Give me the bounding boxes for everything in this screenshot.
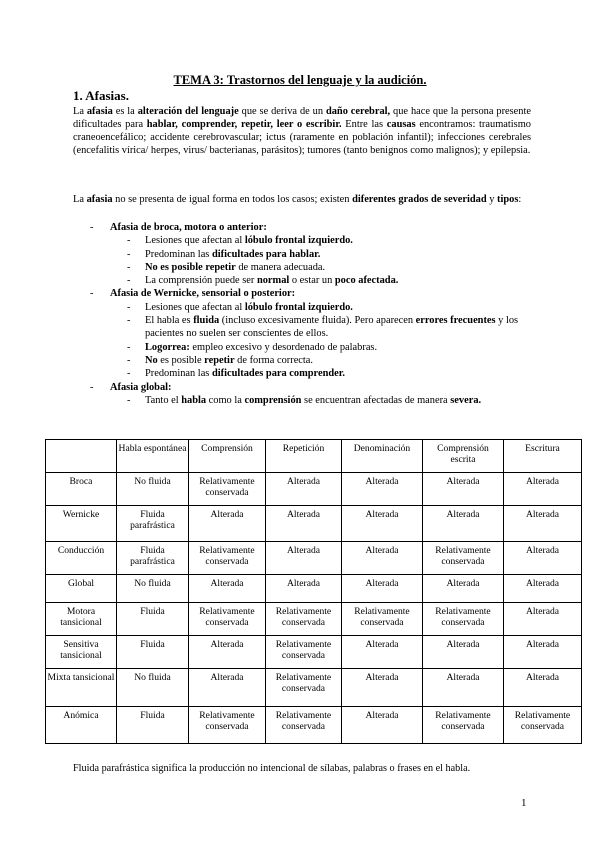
table-cell: Alterada bbox=[266, 473, 342, 506]
table-cell: Alterada bbox=[189, 669, 266, 707]
table-cell: Relativamente conservada bbox=[189, 542, 266, 575]
table-cell: Relativamente conservada bbox=[266, 636, 342, 669]
table-cell: Alterada bbox=[189, 506, 266, 542]
text-run: La bbox=[73, 194, 87, 205]
list-dash: - bbox=[127, 261, 131, 273]
text-run: o estar un bbox=[289, 275, 335, 287]
text-run: habla bbox=[181, 394, 207, 406]
table-row bbox=[46, 575, 582, 603]
text-run: de forma correcta. bbox=[234, 354, 314, 366]
table-cell: Fluida bbox=[117, 707, 189, 744]
list-dash: - bbox=[127, 368, 131, 380]
table-header-row bbox=[46, 440, 582, 473]
list-item bbox=[88, 274, 533, 287]
text-run: El habla es bbox=[145, 315, 194, 327]
table-cell: Alterada bbox=[504, 575, 582, 603]
text-run: causas bbox=[386, 119, 416, 130]
text-run: normal bbox=[256, 275, 290, 287]
text-run: afasia bbox=[86, 194, 113, 205]
list-dash: - bbox=[127, 394, 131, 406]
text-run: comprensión bbox=[244, 394, 302, 406]
text-run: errores frecuentes bbox=[415, 315, 496, 327]
table-cell: Alterada bbox=[423, 473, 504, 506]
list-dash: - bbox=[127, 248, 131, 260]
text-run: se encuentran afectadas de manera bbox=[301, 394, 451, 406]
text-run: No es posible repetir bbox=[145, 261, 236, 273]
table-cell: Alterada bbox=[342, 542, 423, 575]
table-header-cell: Escritura bbox=[504, 440, 582, 473]
table-cell: Alterada bbox=[423, 669, 504, 707]
table-cell: No fluida bbox=[117, 575, 189, 603]
list-dash: - bbox=[90, 222, 94, 233]
aphasia-types-list bbox=[88, 221, 533, 407]
list-dash: - bbox=[127, 275, 131, 287]
list-item bbox=[88, 261, 533, 274]
text-run: que hace que la persona presente dificultades para bbox=[73, 106, 531, 130]
text-run: daño cerebral, bbox=[325, 106, 391, 117]
intro-paragraph bbox=[73, 105, 531, 157]
list-dash: - bbox=[127, 341, 131, 353]
text-run: Logorrea: bbox=[145, 341, 190, 353]
list-dash: - bbox=[127, 301, 131, 313]
table-cell: No fluida bbox=[117, 669, 189, 707]
text-run: La bbox=[73, 106, 87, 117]
text-run: no se presenta de igual forma en todos los casos; existen bbox=[112, 194, 353, 205]
table-cell: Alterada bbox=[504, 542, 582, 575]
table-row-label: Global bbox=[46, 575, 117, 603]
text-run: y los pacientes no suelen ser conscientes de ellos. bbox=[145, 315, 519, 340]
table-cell: Relativamente conservada bbox=[423, 542, 504, 575]
text-run: que se deriva de un bbox=[238, 106, 326, 117]
table-cell: Alterada bbox=[342, 506, 423, 542]
list-item bbox=[88, 234, 533, 247]
table-cell: Relativamente conservada bbox=[266, 669, 342, 707]
table-row-label: Motora tansicional bbox=[46, 603, 117, 636]
aphasia-type-heading bbox=[88, 287, 533, 300]
aphasia-type-heading bbox=[88, 221, 533, 234]
text-run: No bbox=[145, 354, 158, 366]
text-run: de manera adecuada. bbox=[235, 261, 326, 273]
table-cell: Relativamente conservada bbox=[189, 707, 266, 744]
table-cell: Fluida bbox=[117, 603, 189, 636]
table-header-cell bbox=[46, 440, 117, 473]
list-item bbox=[88, 301, 533, 314]
text-run: severa. bbox=[450, 394, 482, 406]
table-cell: Relativamente conservada bbox=[342, 603, 423, 636]
text-run: fluida bbox=[193, 315, 220, 327]
text-run: es posible bbox=[157, 354, 205, 366]
table-row-label: Wernicke bbox=[46, 506, 117, 542]
text-run: Tanto el bbox=[145, 394, 182, 406]
list-item bbox=[88, 341, 533, 354]
list-item bbox=[88, 367, 533, 380]
table-cell: Relativamente conservada bbox=[266, 603, 342, 636]
list-dash: - bbox=[90, 381, 94, 393]
text-run: lóbulo frontal izquierdo. bbox=[244, 235, 353, 247]
table-cell: Alterada bbox=[504, 669, 582, 707]
text-run: Entre las bbox=[341, 119, 387, 130]
list-item bbox=[88, 314, 533, 341]
table-cell: Alterada bbox=[423, 575, 504, 603]
table-cell: Alterada bbox=[423, 636, 504, 669]
table-header-cell: Comprensión bbox=[189, 440, 266, 473]
table-cell: Relativamente conservada bbox=[189, 603, 266, 636]
table-cell: Alterada bbox=[504, 603, 582, 636]
table-cell: Relativamente conservada bbox=[423, 603, 504, 636]
list-item bbox=[88, 354, 533, 367]
table-cell: Relativamente conservada bbox=[423, 707, 504, 744]
text-run: : bbox=[518, 194, 522, 205]
list-item bbox=[88, 394, 533, 407]
table-cell: Fluida parafrástica bbox=[117, 506, 189, 542]
table-row-label: Sensitiva tansicional bbox=[46, 636, 117, 669]
table-row-label: Conducción bbox=[46, 542, 117, 575]
table-header-cell: Denominación bbox=[342, 440, 423, 473]
table-cell: No fluida bbox=[117, 473, 189, 506]
table-row bbox=[46, 636, 582, 669]
table-row bbox=[46, 603, 582, 636]
list-dash: - bbox=[127, 354, 131, 366]
table-header-cell: Comprensión escrita bbox=[423, 440, 504, 473]
table-cell: Alterada bbox=[342, 473, 423, 506]
text-run: poco afectada. bbox=[334, 275, 399, 287]
text-run: Lesiones que afectan al bbox=[145, 301, 245, 313]
table-cell: Alterada bbox=[342, 669, 423, 707]
text-run: lóbulo frontal izquierdo. bbox=[244, 301, 353, 313]
text-run: Lesiones que afectan al bbox=[145, 235, 245, 247]
table-row-label: Mixta tansicional bbox=[46, 669, 117, 707]
table-cell: Alterada bbox=[504, 506, 582, 542]
table-cell: Alterada bbox=[423, 506, 504, 542]
aphasia-type-heading bbox=[88, 381, 533, 394]
table-header-cell: Habla espontánea bbox=[117, 440, 189, 473]
text-run: Predominan las bbox=[145, 368, 212, 380]
table-cell: Relativamente conservada bbox=[189, 473, 266, 506]
aphasia-type-label: Afasia de Wernicke, sensorial o posterior: bbox=[110, 288, 296, 300]
list-dash: - bbox=[90, 288, 94, 300]
page-number: 1 bbox=[521, 797, 527, 809]
table-row bbox=[46, 542, 582, 575]
table-cell: Alterada bbox=[266, 506, 342, 542]
text-run: alteración del lenguaje bbox=[137, 106, 239, 117]
text-run: encontramos: traumatismo craneoencefálico; accidente cerebrovascular; ictus (raramente en población infantil); infecciones cerebrales (encefalitis vírica/ herpes, virus/ bacterianas, parásitos); tumores (tanto benignos como malignos); y epilepsia. bbox=[73, 119, 531, 156]
table-cell: Relativamente conservada bbox=[266, 707, 342, 744]
table-cell: Alterada bbox=[189, 575, 266, 603]
table-cell: Alterada bbox=[504, 636, 582, 669]
table-cell: Alterada bbox=[342, 575, 423, 603]
text-run: dificultades para comprender. bbox=[211, 368, 346, 380]
text-run: (incluso excesivamente fluida). Pero aparecen bbox=[219, 315, 416, 327]
aphasia-comparison-table bbox=[45, 439, 582, 744]
table-row-label: Anómica bbox=[46, 707, 117, 744]
types-paragraph bbox=[73, 193, 531, 206]
table-cell: Alterada bbox=[266, 542, 342, 575]
table-cell: Alterada bbox=[189, 636, 266, 669]
section-heading: 1. Afasias. bbox=[73, 88, 129, 103]
list-dash: - bbox=[127, 315, 131, 327]
text-run: tipos bbox=[497, 194, 519, 205]
table-cell: Alterada bbox=[342, 636, 423, 669]
table-cell: Fluida parafrástica bbox=[117, 542, 189, 575]
text-run: empleo excesivo y desordenado de palabras. bbox=[189, 341, 378, 353]
table-cell: Fluida bbox=[117, 636, 189, 669]
list-dash: - bbox=[127, 235, 131, 247]
table-cell: Alterada bbox=[504, 473, 582, 506]
list-item bbox=[88, 248, 533, 261]
text-run: La comprensión puede ser bbox=[145, 275, 257, 287]
table-row bbox=[46, 506, 582, 542]
text-run: dificultades para hablar. bbox=[211, 248, 321, 260]
text-run: y bbox=[486, 194, 498, 205]
text-run: Predominan las bbox=[145, 248, 212, 260]
document-title: TEMA 3: Trastornos del lenguaje y la audición. bbox=[173, 73, 427, 87]
table-row-label: Broca bbox=[46, 473, 117, 506]
text-run: como la bbox=[206, 394, 245, 406]
text-run: repetir bbox=[204, 354, 235, 366]
table-cell: Alterada bbox=[342, 707, 423, 744]
table-row bbox=[46, 473, 582, 506]
table-cell: Relativamente conservada bbox=[504, 707, 582, 744]
text-run: es la bbox=[112, 106, 138, 117]
aphasia-type-label: Afasia de broca, motora o anterior: bbox=[110, 222, 267, 233]
text-run: hablar, comprender, repetir, leer o escribir. bbox=[146, 119, 342, 130]
table-cell: Alterada bbox=[266, 575, 342, 603]
table-row bbox=[46, 707, 582, 744]
text-run: diferentes grados de severidad bbox=[352, 194, 487, 205]
table-row bbox=[46, 669, 582, 707]
text-run: afasia bbox=[86, 106, 113, 117]
table-header-cell: Repetición bbox=[266, 440, 342, 473]
footnote: Fluida parafrástica significa la producción no intencional de sílabas, palabras o frases en el habla. bbox=[73, 763, 471, 774]
aphasia-type-label: Afasia global: bbox=[110, 381, 172, 393]
